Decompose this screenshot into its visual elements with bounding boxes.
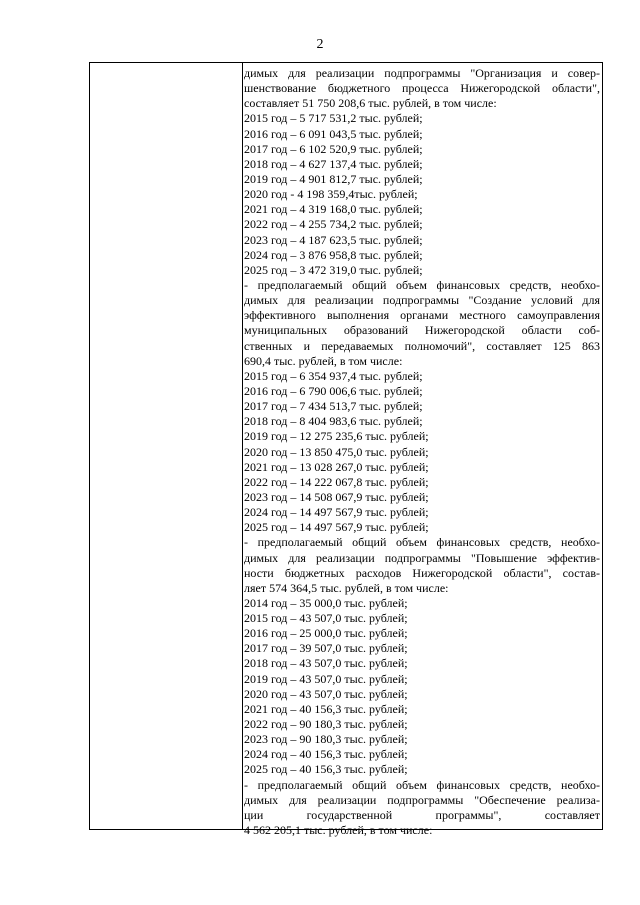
text-line: 2016 год – 25 000,0 тыс. рублей;	[244, 626, 408, 641]
text-line: 2020 год – 43 507,0 тыс. рублей;	[244, 686, 408, 701]
text-line: 2021 год – 13 028 267,0 тыс. рублей;	[244, 459, 429, 474]
text-line: 2019 год – 12 275 235,6 тыс. рублей;	[244, 429, 429, 444]
text-line: 2018 год – 4 627 137,4 тыс. рублей;	[244, 156, 423, 171]
text-line: 2016 год – 6 790 006,6 тыс. рублей;	[244, 383, 423, 398]
text-line: 2017 год – 7 434 513,7 тыс. рублей;	[244, 399, 423, 414]
text-line: 2015 год – 43 507,0 тыс. рублей;	[244, 611, 408, 626]
text-line: - предполагаемый общий объем финансовых средств, необхо-	[244, 535, 600, 550]
text-line: эффективного выполнения органами местного самоуправления	[244, 308, 600, 323]
text-line: ности бюджетных расходов Нижегородской области", состав-	[244, 565, 600, 580]
text-line: ляет 574 364,5 тыс. рублей, в том числе:	[244, 580, 449, 595]
text-line: 2020 год - 4 198 359,4тыс. рублей;	[244, 187, 418, 202]
text-line: димых для реализации подпрограммы "Организация и совер-	[244, 66, 600, 80]
text-line: 2024 год – 3 876 958,8 тыс. рублей;	[244, 247, 423, 262]
text-line: 2023 год – 4 187 623,5 тыс. рублей;	[244, 232, 423, 247]
text-line: 2019 год – 43 507,0 тыс. рублей;	[244, 671, 408, 686]
text-line: ственных и передаваемых полномочий", составляет 125 863	[244, 338, 600, 353]
text-line: 2024 год – 40 156,3 тыс. рублей;	[244, 747, 408, 762]
text-line: 2023 год – 14 508 067,9 тыс. рублей;	[244, 489, 429, 504]
text-line: 2022 год – 4 255 734,2 тыс. рублей;	[244, 217, 423, 232]
text-line: 690,4 тыс. рублей, в том числе:	[244, 353, 403, 368]
text-line: 2017 год – 39 507,0 тыс. рублей;	[244, 641, 408, 656]
text-line: димых для реализации подпрограммы "Обеспечение реализа-	[244, 792, 600, 807]
text-line: 2025 год – 40 156,3 тыс. рублей;	[244, 762, 408, 777]
text-line: 2017 год – 6 102 520,9 тыс. рублей;	[244, 141, 423, 156]
page-number: 2	[316, 37, 324, 52]
text-line: составляет 51 750 208,6 тыс. рублей, в том числе:	[244, 96, 497, 111]
text-line: - предполагаемый общий объем финансовых средств, необхо-	[244, 277, 600, 292]
text-line: 2018 год – 43 507,0 тыс. рублей;	[244, 656, 408, 671]
text-line: 2019 год – 4 901 812,7 тыс. рублей;	[244, 171, 423, 186]
table-left-cell	[90, 63, 242, 829]
text-line: димых для реализации подпрограммы "Повышение эффектив-	[244, 550, 600, 565]
text-line: ции государственной программы", составляет	[244, 807, 600, 822]
text-line: 2023 год – 90 180,3 тыс. рублей;	[244, 732, 408, 747]
text-line: 2020 год – 13 850 475,0 тыс. рублей;	[244, 444, 429, 459]
text-line: 2021 год – 40 156,3 тыс. рублей;	[244, 701, 408, 716]
text-line: муниципальных образований Нижегородской области соб-	[244, 323, 600, 338]
text-line: 2025 год – 3 472 319,0 тыс. рублей;	[244, 262, 423, 277]
text-line: шенствование бюджетного процесса Нижегородской области",	[244, 81, 600, 96]
column-divider	[242, 63, 243, 829]
document-table	[89, 62, 603, 838]
text-line: 2016 год – 6 091 043,5 тыс. рублей;	[244, 126, 423, 141]
text-line: 2022 год – 90 180,3 тыс. рублей;	[244, 717, 408, 732]
text-line: 2015 год – 5 717 531,2 тыс. рублей;	[244, 111, 423, 126]
text-line: 2024 год – 14 497 567,9 тыс. рублей;	[244, 505, 429, 520]
text-line: - предполагаемый общий объем финансовых средств, необхо-	[244, 777, 600, 792]
table-right-cell	[244, 66, 600, 838]
text-line: 2015 год – 6 354 937,4 тыс. рублей;	[244, 368, 423, 383]
text-line: 2022 год – 14 222 067,8 тыс. рублей;	[244, 474, 429, 489]
text-line: 2014 год – 35 000,0 тыс. рублей;	[244, 595, 408, 610]
text-line: 4 562 205,1 тыс. рублей, в том числе:	[244, 823, 433, 838]
text-line: 2021 год – 4 319 168,0 тыс. рублей;	[244, 202, 423, 217]
text-line: 2025 год – 14 497 567,9 тыс. рублей;	[244, 520, 429, 535]
text-line: 2018 год – 8 404 983,6 тыс. рублей;	[244, 414, 423, 429]
text-line: димых для реализации подпрограммы "Создание условий для	[244, 293, 600, 308]
